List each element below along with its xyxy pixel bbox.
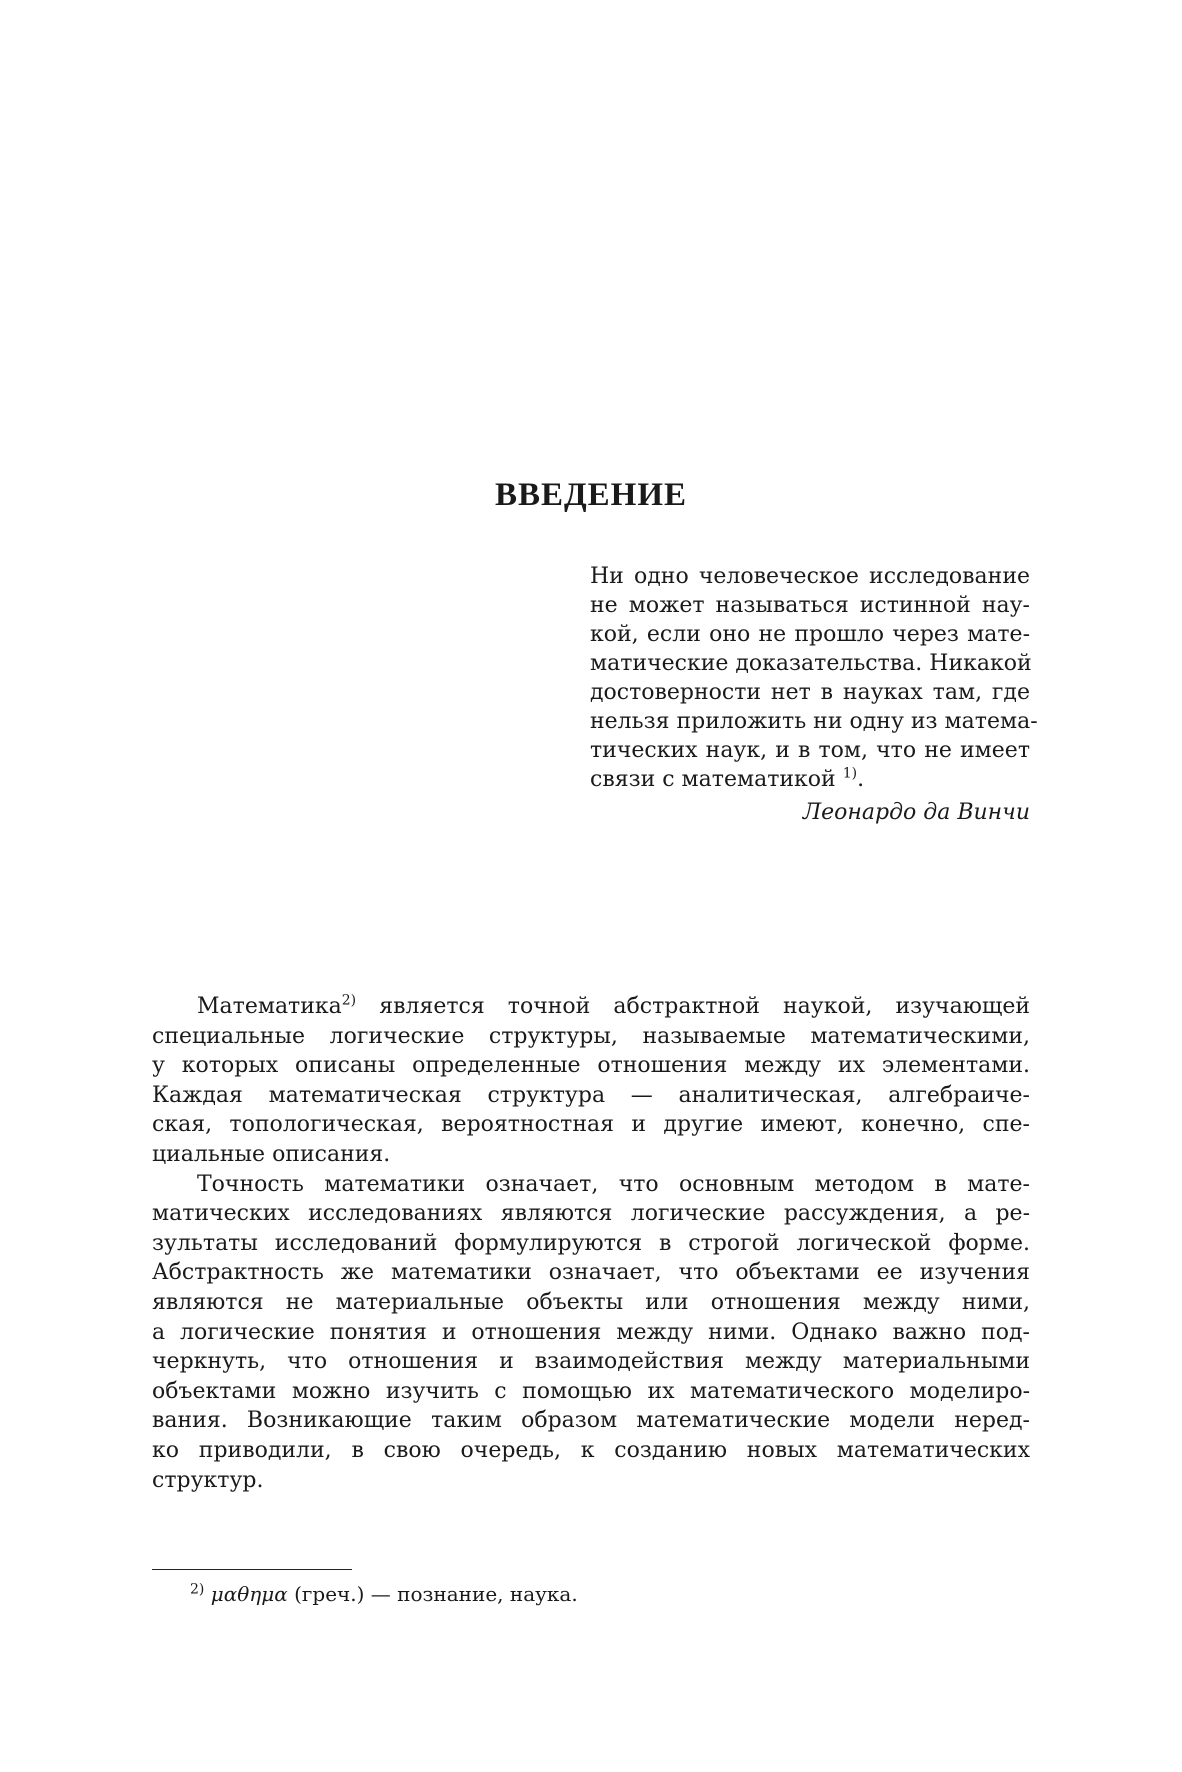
paragraph-2-line: Абстрактность же математики означает, что объектами ее изучения [152,1260,1030,1286]
epigraph-line: кой, если оно не прошло через мате- [590,622,1030,647]
paragraph-1-line: ская, топологическая, вероятностная и другие имеют, конечно, спе- [152,1112,1030,1138]
epigraph-line: не может называться истинной нау- [590,593,1030,618]
paragraph-2-first-line: Точность математики означает, что основным методом в мате- [197,1171,1030,1197]
paragraph-2-line: черкнуть, что отношения и взаимодействия между материальными [152,1349,1030,1375]
text-span: является точной абстрактной наукой, изучающей [356,994,1030,1019]
paragraph-2-line: ко приводили, в свою очередь, к созданию новых математических [152,1437,1030,1463]
epigraph-line: Ни одно человеческое исследование [590,564,1030,589]
epigraph-last-line [590,765,1030,794]
footnote-greek-word: μαθημα [210,1582,288,1606]
text-span: Математика [197,994,342,1019]
paragraph-2-line: являются не материальные объекты или отношения между ними, [152,1289,1030,1315]
footnote [190,1580,578,1608]
body-text [152,992,1030,1495]
epigraph [590,562,1038,827]
paragraph-2-line: зультаты исследований формулируются в строгой логической форме. [152,1230,1030,1256]
footnote-ref-1: 1) [842,765,858,782]
footnote-ref-2: 2) [341,992,357,1009]
epigraph-line: достоверности нет в науках там, где [590,680,1030,705]
paragraph-2-line: матических исследованиях являются логические рассуждения, а ре- [152,1201,1030,1227]
footnote-text: (греч.) — познание, наука. [287,1582,578,1606]
paragraph-1-line: специальные логические структуры, называемые математическими, [152,1023,1030,1049]
epigraph-line: нельзя приложить ни одну из матема- [590,709,1038,734]
chapter-title: ВВЕДЕНИЕ [494,477,688,513]
epigraph-line: матические доказательства. Никакой [590,651,1032,676]
footnote-mark: 2) [190,1581,205,1598]
paragraph-1-first-line [152,992,1030,1022]
paragraph-2-last-line: структур. [152,1467,264,1493]
epigraph-line: тических наук, и в том, что не имеет [590,738,1030,763]
epigraph-line-end: . [857,767,865,792]
paragraph-2-line: вания. Возникающие таким образом математические модели неред- [152,1408,1030,1434]
paragraph-2-line: а логические понятия и отношения между ними. Однако важно под- [152,1319,1030,1345]
paragraph-1-last-line: циальные описания. [152,1141,391,1167]
epigraph-author: Леонардо да Винчи [802,800,1030,825]
paragraph-2-line: объектами можно изучить с помощью их математического моделиро- [152,1378,1030,1404]
footnote-divider [152,1569,352,1570]
epigraph-line-text: связи с математикой [590,767,836,792]
paragraph-1-line: у которых описаны определенные отношения между их элементами. [152,1053,1030,1079]
paragraph-1-line: Каждая математическая структура — аналитическая, алгебраиче- [152,1082,1030,1108]
